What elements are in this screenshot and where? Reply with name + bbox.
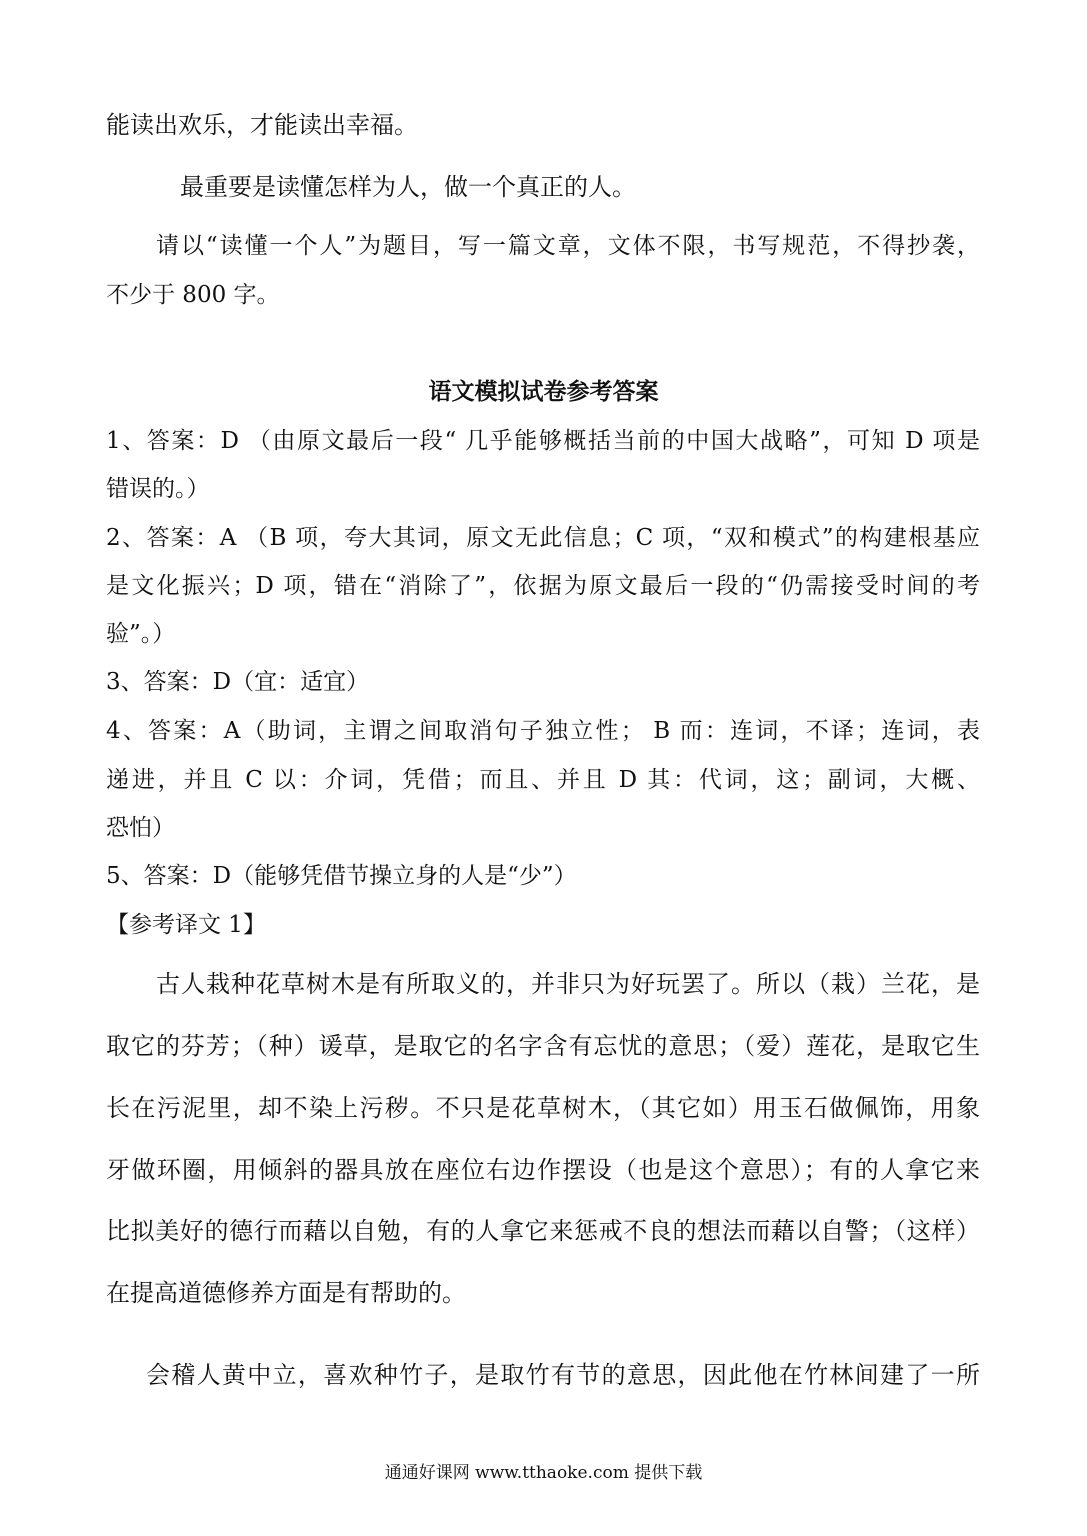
answer-2-line-1: 2、答案：A （B 项，夸大其词，原文无此信息；C 项，“双和模式”的构建根基应 bbox=[106, 525, 980, 551]
translation-p1-line-3: 长在污泥里，却不染上污秽。不只是花草树木，（其它如）用玉石做佩饰，用象 bbox=[106, 1094, 980, 1122]
answer-4-line-1: 4、答案：A（助词，主谓之间取消句子独立性； B 而：连词，不译；连词，表 bbox=[106, 718, 980, 744]
answer-2-line-2: 是文化振兴；D 项，错在“消除了”，依据为原文最后一段的“仍需接受时间的考 bbox=[106, 573, 980, 599]
answer-1-line-1: 1、答案：D （由原文最后一段“ 几乎能够概括当前的中国大战略”，可知 D 项是 bbox=[106, 428, 980, 454]
answer-5-line-1: 5、答案：D（能够凭借节操立身的人是“少”） bbox=[106, 863, 577, 889]
translation-p1-line-6: 在提高道德修养方面是有帮助的。 bbox=[106, 1279, 466, 1307]
translation-p1-line-5: 比拟美好的德行而藉以自勉，有的人拿它来惩戒不良的想法而藉以自警；（这样） bbox=[106, 1217, 980, 1245]
answer-4-line-2: 递进，并且 C 以：介词，凭借；而且、并且 D 其：代词，这；副词，大概、 bbox=[106, 767, 980, 793]
intro-line-2: 最重要是读懂怎样为人，做一个真正的人。 bbox=[180, 173, 636, 201]
essay-prompt-line-1: 请以“读懂一个人”为题目，写一篇文章，文体不限，书写规范，不得抄袭， bbox=[156, 233, 980, 259]
translation-p1-line-4: 牙做环圈，用倾斜的器具放在座位右边作摆设（也是这个意思）；有的人拿它来 bbox=[106, 1156, 980, 1184]
intro-line-1: 能读出欢乐，才能读出幸福。 bbox=[106, 111, 418, 139]
answer-1-line-2: 错误的。） bbox=[106, 476, 210, 502]
answer-3-line-1: 3、答案：D（宜：适宜） bbox=[106, 669, 370, 695]
answer-2-line-3: 验”。） bbox=[106, 621, 176, 647]
translation-heading: 【参考译文 1】 bbox=[106, 912, 266, 938]
translation-p2-line-1: 会稽人黄中立，喜欢种竹子，是取竹有节的意思，因此他在竹林间建了一所 bbox=[146, 1361, 980, 1389]
answer-4-line-3: 恐怕） bbox=[106, 815, 175, 841]
translation-p1-line-2: 取它的芬芳；（种）谖草，是取它的名字含有忘忧的意思；（爱）莲花，是取它生 bbox=[106, 1032, 980, 1060]
page-footer: 通通好课网 www.tthaoke.com 提供下载 bbox=[384, 1463, 703, 1483]
translation-p1-line-1: 古人栽种花草树木是有所取义的，并非只为好玩罢了。所以（栽）兰花，是 bbox=[156, 970, 980, 998]
essay-prompt-line-2: 不少于 800 字。 bbox=[106, 282, 280, 308]
answer-key-title: 语文模拟试卷参考答案 bbox=[428, 378, 659, 405]
